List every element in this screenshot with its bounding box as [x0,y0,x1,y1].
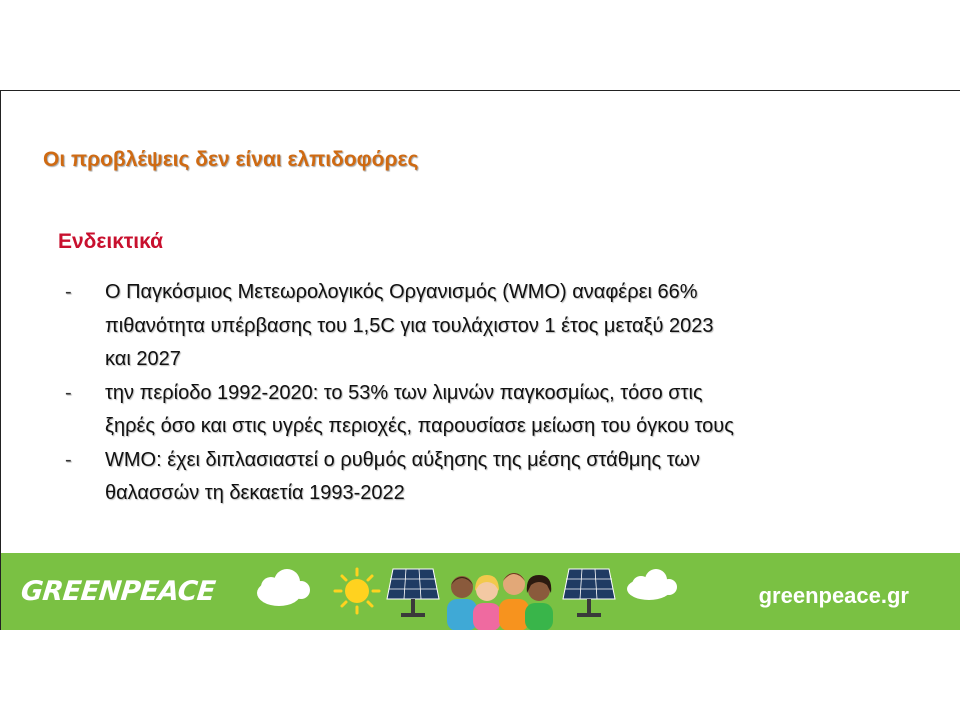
bullet-line: WMO: έχει διπλασιαστεί ο ρυθμός αύξησης της μέσης στάθμης των [105,448,700,471]
slide-subtitle: Ενδεικτικά [58,230,164,253]
bullet-line: πιθανότητα υπέρβασης του 1,5C για τουλάχιστον 1 έτος μεταξύ 2023 [105,314,714,337]
bullet-line: την περίοδο 1992-2020: το 53% των λιμνών παγκοσμίως, τόσο στις [105,381,703,404]
sun-icon [335,569,379,613]
website-link[interactable]: greenpeace.gr [758,583,909,608]
bullet-item [65,377,895,444]
bullet-marker: - [65,281,72,303]
people-group-icon [447,573,553,630]
bullet-line: Ο Παγκόσμιος Μετεωρολογικός Οργανισμός (WMO) αναφέρει 66% [105,281,698,303]
bullet-list [65,276,895,511]
bullet-marker: - [65,448,72,471]
slide [0,90,960,630]
cloud-icon [627,569,677,600]
bullet-item [65,276,895,377]
bullet-marker: - [65,381,72,404]
solar-panel-icon [563,569,615,617]
bullet-line: και 2027 [105,348,181,370]
greenpeace-logo: GREENPEACE [19,576,217,607]
footer-illustration [251,555,681,630]
footer-banner [1,553,960,630]
solar-panel-icon [387,569,439,617]
cloud-icon [257,569,310,606]
bullet-line: θαλασσών τη δεκαετία 1993-2022 [105,482,405,504]
bullet-line: ξηρές όσο και στις υγρές περιοχές, παρουσίασε μείωση του όγκου τους [105,415,734,437]
bullet-item [65,444,895,511]
slide-title: Οι προβλέψεις δεν είναι ελπιδοφόρες [43,148,419,171]
